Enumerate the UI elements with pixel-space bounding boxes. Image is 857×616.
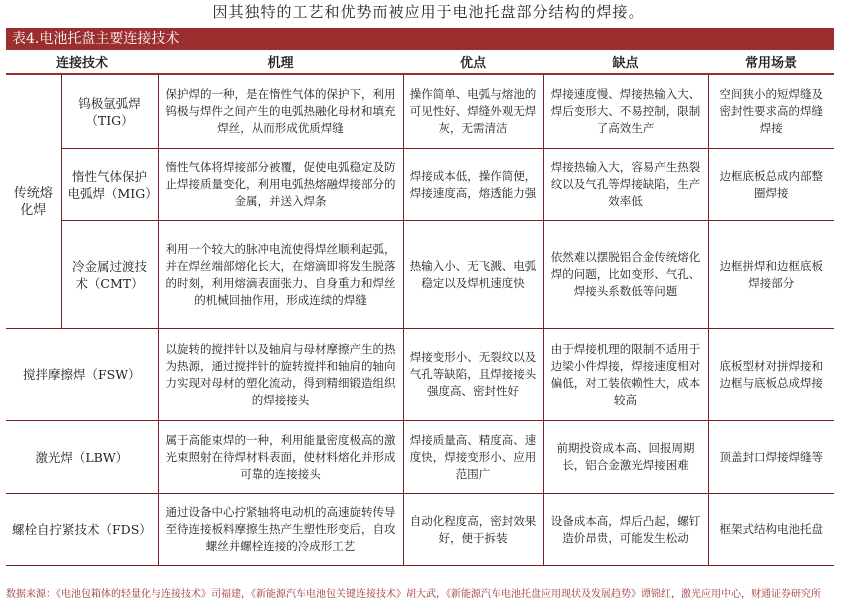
connection-tech-table bbox=[6, 50, 834, 566]
scene-cell: 边框底板总成内部整圈焊接 bbox=[708, 149, 834, 221]
mechanism-cell: 保护焊的一种，是在惰性气体的保护下，利用钨极与焊件之间产生的电弧热融化母材和填充焊丝，从而形成优质焊缝 bbox=[158, 74, 403, 149]
pros-cell: 操作简单、电弧与熔池的可见性好、焊缝外观无焊灰，无需清洁 bbox=[403, 74, 543, 149]
pros-cell: 焊接成本低，操作简便，焊接速度高，熔透能力强 bbox=[403, 149, 543, 221]
scene-cell: 顶盖封口焊接焊缝等 bbox=[708, 421, 834, 494]
tech-name: 搅拌摩擦焊（FSW） bbox=[6, 329, 158, 421]
intro-text: 因其独特的工艺和优势而被应用于电池托盘部分结构的焊接。 bbox=[212, 3, 645, 21]
table-row bbox=[6, 74, 834, 149]
tech-name: 激光焊（LBW） bbox=[6, 421, 158, 494]
pros-cell: 焊接质量高、精度高、速度快，焊接变形小、应用范围广 bbox=[403, 421, 543, 494]
mechanism-cell: 属于高能束焊的一种，利用能量密度极高的激光束照射在待焊材料表面，使材料熔化并形成可靠的连接接头 bbox=[158, 421, 403, 494]
header-tech: 连接技术 bbox=[6, 50, 158, 74]
header-pros: 优点 bbox=[403, 50, 543, 74]
cons-cell: 设备成本高，焊后凸起，螺钉造价昂贵，可能发生松动 bbox=[543, 494, 708, 566]
pros-cell: 热输入小、无飞溅、电弧稳定以及焊机速度快 bbox=[403, 221, 543, 329]
scene-cell: 空间狭小的短焊缝及密封性要求高的焊缝焊接 bbox=[708, 74, 834, 149]
table-row bbox=[6, 329, 834, 421]
tech-name: 冷金属过渡技术（CMT） bbox=[61, 221, 158, 329]
scene-cell: 底板型材对拼焊接和边框与底板总成焊接 bbox=[708, 329, 834, 421]
cons-cell: 焊接速度慢、焊接热输入大、焊后变形大、不易控制，限制了高效生产 bbox=[543, 74, 708, 149]
table-row bbox=[6, 421, 834, 494]
table-row bbox=[6, 494, 834, 566]
cons-cell: 焊接热输入大，容易产生热裂纹以及气孔等焊接缺陷，生产效率低 bbox=[543, 149, 708, 221]
table-row bbox=[6, 221, 834, 329]
scene-cell: 框架式结构电池托盘 bbox=[708, 494, 834, 566]
scene-cell: 边框拼焊和边框底板焊接部分 bbox=[708, 221, 834, 329]
tech-name: 螺栓自拧紧技术（FDS） bbox=[6, 494, 158, 566]
mechanism-cell: 通过设备中心拧紧轴将电动机的高速旋转传导至待连接板料摩擦生热产生塑性形变后，自攻螺丝并螺栓连接的冷成形工艺 bbox=[158, 494, 403, 566]
cons-cell: 由于焊接机理的限制不适用于边梁小件焊接，焊接速度相对偏低，对工装依赖性大，成本较高 bbox=[543, 329, 708, 421]
source-note: 数据来源：《电池包箱体的轻量化与连接技术》司福建，《新能源汽车电池包关键连接技术》胡大武，《新能源汽车电池托盘应用现状及发展趋势》谭锦红，激光应用中心，财通证券研究所 bbox=[6, 589, 821, 600]
cons-cell: 依然难以摆脱铝合金传统熔化焊的问题，比如变形、气孔、焊接头系数低等问题 bbox=[543, 221, 708, 329]
tech-name: 钨极氩弧焊（TIG） bbox=[61, 74, 158, 149]
mechanism-cell: 惰性气体将焊接部分被覆，促使电弧稳定及防止焊接质量变化，利用电弧热熔融焊接部分的金属，并送入焊条 bbox=[158, 149, 403, 221]
header-cons: 缺点 bbox=[543, 50, 708, 74]
mechanism-cell: 利用一个较大的脉冲电流使得焊丝顺利起弧，并在焊丝端部熔化长大，在熔滴即将发生脱落的时刻，利用熔滴表面张力、自身重力和焊丝的机械回抽作用，形成连续的焊缝 bbox=[158, 221, 403, 329]
group-label: 传统熔化焊 bbox=[6, 74, 61, 329]
header-scene: 常用场景 bbox=[708, 50, 834, 74]
table-row bbox=[6, 149, 834, 221]
cons-cell: 前期投资成本高、回报周期长，铝合金激光焊接困难 bbox=[543, 421, 708, 494]
table-header-row bbox=[6, 50, 834, 74]
tech-name: 惰性气体保护电弧焊（MIG） bbox=[61, 149, 158, 221]
pros-cell: 焊接变形小、无裂纹以及气孔等缺陷，且焊接接头强度高、密封性好 bbox=[403, 329, 543, 421]
mechanism-cell: 以旋转的搅拌针以及轴肩与母材摩擦产生的热为热源，通过搅拌针的旋转搅拌和轴肩的轴向力实现对母材的塑化流动，得到精细锻造组织的焊接接头 bbox=[158, 329, 403, 421]
table-caption: 表4.电池托盘主要连接技术 bbox=[6, 28, 834, 50]
header-mechanism: 机理 bbox=[158, 50, 403, 74]
pros-cell: 自动化程度高，密封效果好，便于拆装 bbox=[403, 494, 543, 566]
